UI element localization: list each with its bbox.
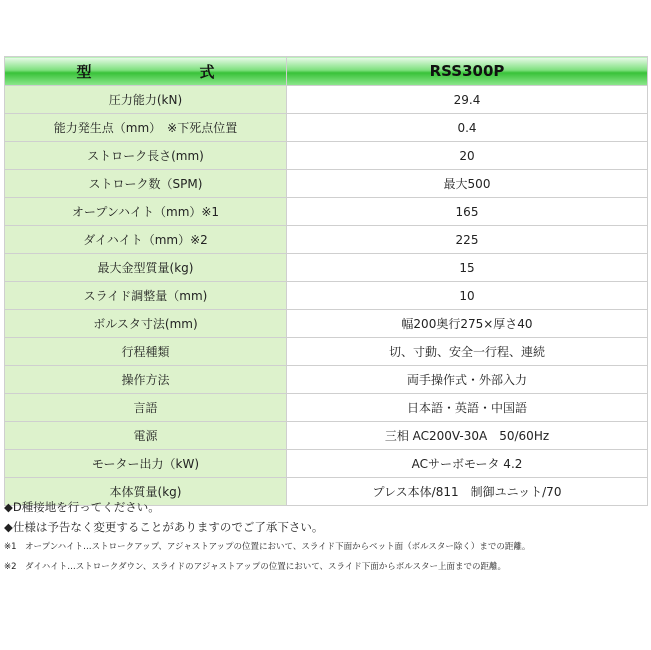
note-spec-change: ◆仕様は予告なく変更することがありますのでご了承下さい。 [4, 520, 324, 534]
row-label: ストローク数（SPM) [5, 170, 287, 198]
row-label: ボルスタ寸法(mm) [5, 310, 287, 338]
table-row [5, 226, 648, 254]
row-value: 29.4 [287, 86, 648, 114]
row-value: 最大500 [287, 170, 648, 198]
row-value: 日本語・英語・中国語 [287, 394, 648, 422]
row-value: 10 [287, 282, 648, 310]
row-value: 225 [287, 226, 648, 254]
note-grounding: ◆D種接地を行ってください。 [4, 500, 160, 514]
table-row [5, 282, 648, 310]
footnote-die-height: ※2 ダイハイト…ストロークダウン、スライドのアジャストアップの位置において、スライド下面からボルスター上面までの距離。 [4, 562, 507, 572]
table-row [5, 366, 648, 394]
row-label: 最大金型質量(kg) [5, 254, 287, 282]
table-row [5, 114, 648, 142]
row-value: 15 [287, 254, 648, 282]
row-value: 両手操作式・外部入力 [287, 366, 648, 394]
spec-table-container [4, 56, 647, 506]
row-label: オープンハイト（mm）※1 [5, 198, 287, 226]
row-value: 切、寸動、安全一行程、連続 [287, 338, 648, 366]
row-label: モーター出力（kW) [5, 450, 287, 478]
table-header-row [5, 57, 648, 86]
row-label: 電源 [5, 422, 287, 450]
row-label: 操作方法 [5, 366, 287, 394]
row-value: 0.4 [287, 114, 648, 142]
row-value: 165 [287, 198, 648, 226]
row-label: スライド調整量（mm) [5, 282, 287, 310]
row-label: ダイハイト（mm）※2 [5, 226, 287, 254]
table-row [5, 254, 648, 282]
row-label: ストローク長さ(mm) [5, 142, 287, 170]
row-label: 圧力能力(kN) [5, 86, 287, 114]
table-row [5, 450, 648, 478]
header-label-cell: 型 式 [5, 57, 287, 86]
row-value: ACサーボモータ 4.2 [287, 450, 648, 478]
spec-table [4, 56, 648, 506]
table-row [5, 310, 648, 338]
row-label: 言語 [5, 394, 287, 422]
notes-section [4, 497, 644, 577]
table-row [5, 338, 648, 366]
row-label: 能力発生点（mm） ※下死点位置 [5, 114, 287, 142]
table-row [5, 198, 648, 226]
table-row [5, 142, 648, 170]
header-model-cell: RSS300P [287, 57, 648, 86]
row-label: 本体質量(kg) [5, 478, 287, 506]
row-value: プレス本体/811 制御ユニット/70 [287, 478, 648, 506]
row-value: 三相 AC200V-30A 50/60Hz [287, 422, 648, 450]
table-row [5, 170, 648, 198]
table-row [5, 394, 648, 422]
footnote-open-height: ※1 オープンハイト…ストロークアップ、アジャストアップの位置において、スライド下面からベット面（ボルスター除く）までの距離。 [4, 542, 531, 552]
row-value: 20 [287, 142, 648, 170]
row-label: 行程種類 [5, 338, 287, 366]
table-row [5, 422, 648, 450]
table-row [5, 86, 648, 114]
row-value: 幅200奥行275×厚さ40 [287, 310, 648, 338]
